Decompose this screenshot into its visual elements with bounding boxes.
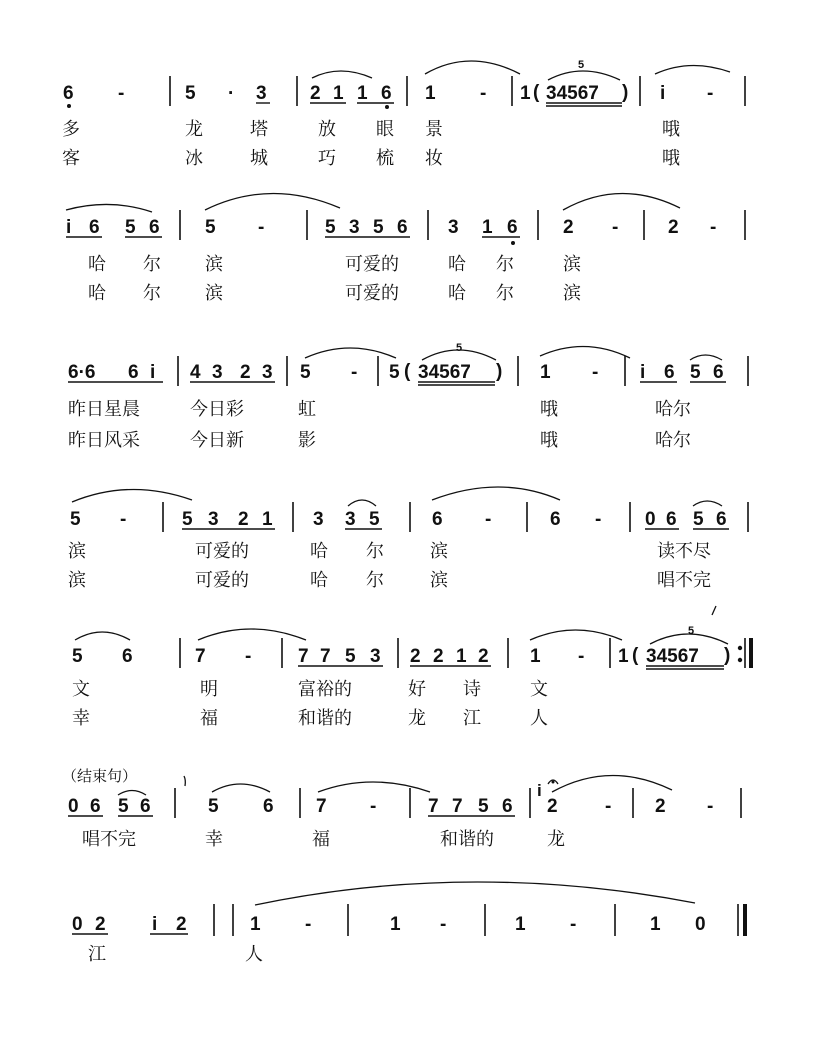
note: 3	[256, 83, 267, 104]
score-row-1	[62, 59, 745, 169]
note: 5	[72, 646, 83, 667]
note: 6	[263, 796, 274, 817]
note: 2	[547, 796, 558, 817]
lyric: 人	[245, 944, 263, 965]
ending-label: （结束句）	[62, 767, 138, 785]
note: 3	[212, 362, 223, 383]
slur	[690, 355, 722, 360]
lyric: 滨	[205, 283, 223, 304]
note: 6	[507, 217, 518, 238]
note: 2	[238, 509, 249, 530]
note: 2	[478, 646, 489, 667]
note: 1	[357, 83, 368, 104]
lyric: 江	[88, 944, 106, 965]
paren-close: )	[622, 82, 629, 103]
lyric: 景	[425, 119, 443, 140]
note-dash: -	[605, 796, 612, 817]
note: 6	[381, 83, 392, 104]
score-row-7	[72, 882, 745, 965]
note: 7	[452, 796, 463, 817]
lyric: 冰	[185, 148, 203, 169]
note: 7	[320, 646, 331, 667]
note: 1	[540, 362, 551, 383]
slur	[318, 782, 430, 792]
note: 5	[118, 796, 129, 817]
lyric: 梳	[376, 148, 394, 169]
lyric: 和谐的	[298, 708, 352, 729]
note: 6	[149, 217, 160, 238]
lower-octave-dot	[511, 241, 515, 245]
breath-mark	[184, 776, 185, 786]
lyric: 滨	[205, 254, 223, 275]
note-dash: -	[258, 217, 265, 238]
tuplet-notes: 34567	[646, 646, 699, 667]
lyric: 福	[200, 708, 218, 729]
paren-close: )	[496, 361, 503, 382]
lyric: 哦	[662, 148, 680, 169]
note-dash: -	[351, 362, 358, 383]
note: 4	[190, 362, 201, 383]
slur	[72, 489, 192, 502]
paren-close: )	[724, 645, 731, 666]
score-row-4	[68, 487, 748, 615]
lyric: 文	[530, 679, 548, 700]
lyric: 尔	[496, 283, 514, 304]
note: 3	[208, 509, 219, 530]
paren-open: (	[404, 361, 411, 382]
note: 5	[478, 796, 489, 817]
tuplet-notes: 34567	[418, 362, 471, 383]
slur	[693, 501, 722, 506]
note: 0	[695, 914, 706, 935]
note: 5	[208, 796, 219, 817]
grace-note: i	[537, 781, 542, 800]
note: 2	[433, 646, 444, 667]
note-dash: -	[592, 362, 599, 383]
lyric: 龙	[185, 119, 203, 140]
note: 1	[333, 83, 344, 104]
lyric: 哈	[310, 570, 328, 591]
lyric: 滨	[68, 570, 86, 591]
note-dash: -	[485, 509, 492, 530]
note: 6	[397, 217, 408, 238]
lower-octave-dot	[67, 104, 71, 108]
note-dash: -	[440, 914, 447, 935]
note: 2	[655, 796, 666, 817]
note: 6	[128, 362, 139, 383]
lyric: 江	[463, 708, 481, 729]
note-dash: -	[305, 914, 312, 935]
lyric: 龙	[547, 829, 565, 850]
lyric: 可爱的	[195, 541, 249, 562]
lyric: 滨	[68, 541, 86, 562]
slur	[540, 346, 630, 358]
note: 6	[502, 796, 513, 817]
note: 6	[140, 796, 151, 817]
note: 2	[563, 217, 574, 238]
note: i	[640, 362, 646, 383]
paren-open: (	[533, 82, 540, 103]
slur	[563, 193, 680, 210]
note: 6	[89, 217, 100, 238]
note: 3	[313, 509, 324, 530]
note: 5	[690, 362, 701, 383]
note: 1	[515, 914, 526, 935]
lyric: 明	[200, 679, 218, 700]
note-dash: -	[120, 509, 127, 530]
lyric: 幸	[72, 708, 90, 729]
note: 1	[262, 509, 273, 530]
note: 6	[666, 509, 677, 530]
lyric: 今日新	[190, 430, 244, 451]
note-dash: -	[578, 646, 585, 667]
note: 3	[349, 217, 360, 238]
note: 6	[716, 509, 727, 530]
note: 5	[70, 509, 81, 530]
lyric: 哈	[310, 541, 328, 562]
note-dash: -	[612, 217, 619, 238]
note: 5	[373, 217, 384, 238]
note: 6	[713, 362, 724, 383]
note: 7	[195, 646, 206, 667]
note: 1	[520, 83, 531, 104]
slur	[425, 61, 520, 74]
lyric: 哈尔	[655, 399, 691, 420]
slur	[305, 348, 396, 358]
score-row-6	[62, 767, 741, 850]
note: i	[660, 83, 666, 104]
slur	[530, 630, 622, 640]
note: 2	[668, 217, 679, 238]
note-dash: -	[595, 509, 602, 530]
lyric: 滨	[430, 570, 448, 591]
lyric: 哦	[540, 430, 558, 451]
note: 2	[240, 362, 251, 383]
slur	[118, 791, 146, 796]
lyric: 人	[530, 708, 548, 729]
repeat-dot	[738, 646, 742, 650]
slur	[255, 882, 695, 905]
lyric: 滨	[563, 254, 581, 275]
note-dash: -	[707, 83, 714, 104]
note: 2	[410, 646, 421, 667]
lyric: 富裕的	[298, 679, 352, 700]
lyric: 尔	[366, 541, 384, 562]
tuplet-number: 5	[688, 625, 695, 637]
lyric: 尔	[143, 283, 161, 304]
paren-open: (	[632, 645, 639, 666]
lyric: 和谐的	[440, 829, 494, 850]
note: 6	[550, 509, 561, 530]
note-dash: -	[570, 914, 577, 935]
lyric: 今日彩	[190, 399, 244, 420]
lyric: 福	[312, 829, 330, 850]
fermata-dot	[552, 781, 555, 784]
lyric: 哈尔	[655, 430, 691, 451]
lyric: 唱不完	[82, 829, 136, 850]
note: 3	[345, 509, 356, 530]
lyric: 唱不完	[657, 570, 711, 591]
note: 5	[185, 83, 196, 104]
note: 5	[182, 509, 193, 530]
note: 1	[650, 914, 661, 935]
note-dash: -	[710, 217, 717, 238]
slur	[75, 632, 130, 640]
lyric: 龙	[408, 708, 426, 729]
score-row-3	[68, 342, 748, 451]
note: 5	[300, 362, 311, 383]
lyric: 放	[318, 119, 336, 140]
lyric: 哈	[448, 254, 466, 275]
lyric: 眼	[376, 119, 394, 140]
slur	[552, 775, 672, 792]
note: 7	[428, 796, 439, 817]
note-dash: -	[245, 646, 252, 667]
lyric: 哈	[88, 254, 106, 275]
repeat-dot	[738, 658, 742, 662]
note: 6	[90, 796, 101, 817]
lyric: 昨日风采	[68, 430, 140, 451]
note: 2	[176, 914, 187, 935]
slur	[312, 71, 372, 78]
lyric: 幸	[205, 829, 223, 850]
note: 0	[645, 509, 656, 530]
lyric: 哈	[448, 283, 466, 304]
tuplet-notes: 34567	[546, 83, 599, 104]
note: 1	[456, 646, 467, 667]
score-row-5	[72, 625, 751, 729]
tuplet-slur	[548, 71, 620, 80]
note: 0	[72, 914, 83, 935]
note: 5	[345, 646, 356, 667]
lyric: 可爱的	[195, 570, 249, 591]
breath-mark	[712, 606, 716, 615]
lyric: 妆	[425, 148, 443, 169]
lyric: 可爱的	[345, 254, 399, 275]
note: 5	[693, 509, 704, 530]
note: 1	[482, 217, 493, 238]
note: 6·6	[68, 362, 96, 383]
note: 1	[390, 914, 401, 935]
lyric: 滨	[563, 283, 581, 304]
lyric: 塔	[250, 119, 268, 140]
note-dash: -	[370, 796, 377, 817]
note: 7	[316, 796, 327, 817]
slur	[432, 487, 560, 500]
note: 6	[122, 646, 133, 667]
note: 3	[448, 217, 459, 238]
lyric: 昨日星晨	[68, 399, 140, 420]
note: 6	[432, 509, 443, 530]
lyric: 好	[408, 679, 426, 700]
note: 1	[618, 646, 629, 667]
note: i	[66, 217, 72, 238]
note: 1	[250, 914, 261, 935]
note: 1	[530, 646, 541, 667]
lyric: 客	[62, 148, 80, 169]
lyric: 尔	[143, 254, 161, 275]
note: 6	[63, 83, 74, 104]
lyric: 哦	[662, 119, 680, 140]
note: i	[152, 914, 158, 935]
note-dash: -	[480, 83, 487, 104]
slur	[348, 500, 376, 506]
score-row-2	[66, 193, 745, 304]
lower-octave-dot	[385, 105, 389, 109]
lyric: 影	[298, 430, 316, 451]
note: 5	[205, 217, 216, 238]
note: 3	[262, 362, 273, 383]
note-dash: -	[118, 83, 125, 104]
note: 6	[664, 362, 675, 383]
slur	[655, 65, 730, 74]
lyric: 虹	[298, 399, 316, 420]
tuplet-number: 5	[456, 342, 463, 354]
lyric: 城	[250, 148, 268, 169]
lyric: 读不尽	[657, 541, 711, 562]
lyric: 滨	[430, 541, 448, 562]
lyric: 哈	[88, 283, 106, 304]
lyric: 巧	[318, 148, 336, 169]
slur	[212, 784, 270, 792]
note: 2	[95, 914, 106, 935]
slur	[205, 193, 340, 210]
note: 1	[425, 83, 436, 104]
note: 2	[310, 83, 321, 104]
lyric: 文	[72, 679, 90, 700]
lyric: 诗	[463, 679, 481, 700]
lyric: 哦	[540, 399, 558, 420]
note: 5	[325, 217, 336, 238]
note: 5	[389, 362, 400, 383]
note: 3	[370, 646, 381, 667]
note-dash: -	[707, 796, 714, 817]
note-dot: ·	[228, 83, 235, 104]
lyric: 多	[62, 119, 80, 140]
note: 0	[68, 796, 79, 817]
lyric: 尔	[496, 254, 514, 275]
tuplet-number: 5	[578, 59, 585, 71]
note: 5	[125, 217, 136, 238]
slur	[198, 629, 306, 640]
lyric: 可爱的	[345, 283, 399, 304]
lyric: 尔	[366, 570, 384, 591]
note: 5	[369, 509, 380, 530]
slur	[66, 204, 152, 212]
note: i	[150, 362, 156, 383]
note: 7	[298, 646, 309, 667]
